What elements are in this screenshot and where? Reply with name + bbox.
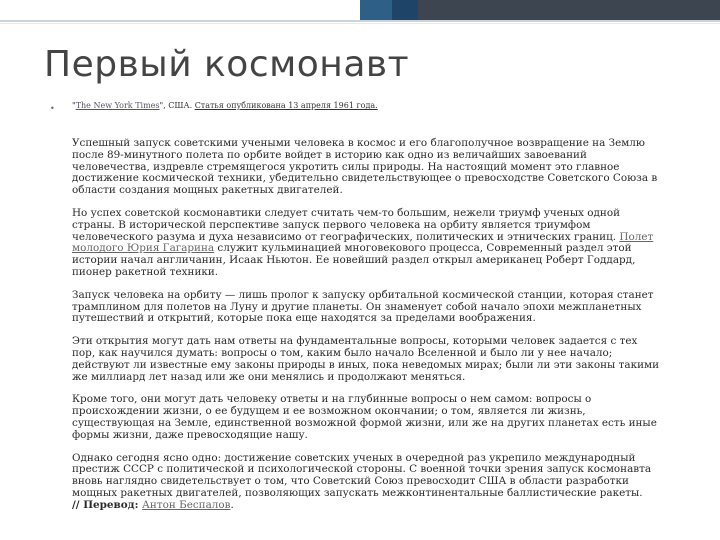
source-line [72, 101, 378, 110]
slide-title: Первый космонавт [44, 44, 410, 85]
quote-open: " [72, 101, 76, 110]
slide-top-bar [0, 0, 720, 26]
credit-prefix: // Перевод: [72, 498, 143, 511]
paragraph-1: Успешный запуск советскими учеными человека в космос и его благополучное возвращение на Землю после 89-минутного полета по орбите войдет в историю как одно из величайших завоеваний человечества, издревле стремящегося укротить силы природы. На настоящий момент это главное достижение космической техники, убедительно свидетельствующее о превосходстве Советского Союза в области создания мощных ракетных двигателей. [72, 137, 658, 197]
quote-close: ", США. [159, 101, 195, 110]
top-bar-band [418, 0, 720, 20]
paragraph-2 [72, 208, 662, 279]
gagarin-link[interactable]: Полет молодого Юрия Гагарина [72, 230, 654, 255]
credit-suffix: . [230, 498, 234, 511]
paragraph-2-after: служит кульминацией многовекового процесса, Современный раздел этой истории начал англичанин, Исаак Ньютон. Ее новейший раздел открыл американец Роберт Годдард, пионер ракетной техники. [72, 242, 636, 278]
paragraph-2-before: Но успех советской космонавтики следует считать чем-то большим, нежели триумф ученых одной страны. В исторической перспективе запуск первого человека на орбиту является триумфом человеческого разума и духа независимо от географических, политических и этнических границ. [72, 206, 621, 243]
top-bar-rule-thin [0, 23, 720, 24]
paragraph-4: Эти открытия могут дать нам ответы на фундаментальные вопросы, которыми человек задается с тех пор, как научился думать: вопросы о том, каким было начало Вселенной и было ли у нее начало; действуют ли известные ему законы природы в иных, пока неведомых мирах; были ли эти законы такими же миллиард лет назад или же они менялись и продолжают меняться. [72, 335, 660, 383]
paragraph-3: Запуск человека на орбиту — лишь пролог к запуску орбитальной космической станции, которая станет трамплином для полетов на Луну и другие планеты. Он знаменует собой начало эпохи межпланетных путешествий и открытий, которые пока еще находятся за пределами воображения. [72, 288, 654, 325]
article-body [72, 138, 662, 512]
top-bar-rule [0, 20, 720, 22]
source-link[interactable]: The New York Times [75, 101, 160, 110]
bullet-marker: • [50, 104, 55, 113]
paragraph-6 [72, 453, 662, 512]
paragraph-5: Кроме того, они могут дать человеку ответы и на глубинные вопросы о нем самом: вопросы о происхождении жизни, о ее будущем и ее возможном окончании; о том, является ли жизнь, существующая на Земле, единственной возможной формой жизни, или же на других планетах есть иные формы жизни, даже превосходящие нашу. [72, 393, 657, 441]
publication-date: Статья опубликована 13 апреля 1961 года. [194, 101, 378, 110]
paragraph-6-text: Однако сегодня ясно одно: достижение советских ученых в очередной раз укрепило международный престиж СССР с политической и психологической стороны. С военной точки зрения запуск космонавта вновь наглядно свидетельствует о том, что Советский Союз превосходит США в области разработки мощных ракетных двигателей, позволяющих запускать межконтинентальные баллистические ракеты. [72, 451, 652, 499]
translator-link[interactable]: Антон Беспалов [142, 498, 231, 511]
top-bar-accent-dark [392, 0, 418, 20]
translator-credit [72, 499, 234, 511]
